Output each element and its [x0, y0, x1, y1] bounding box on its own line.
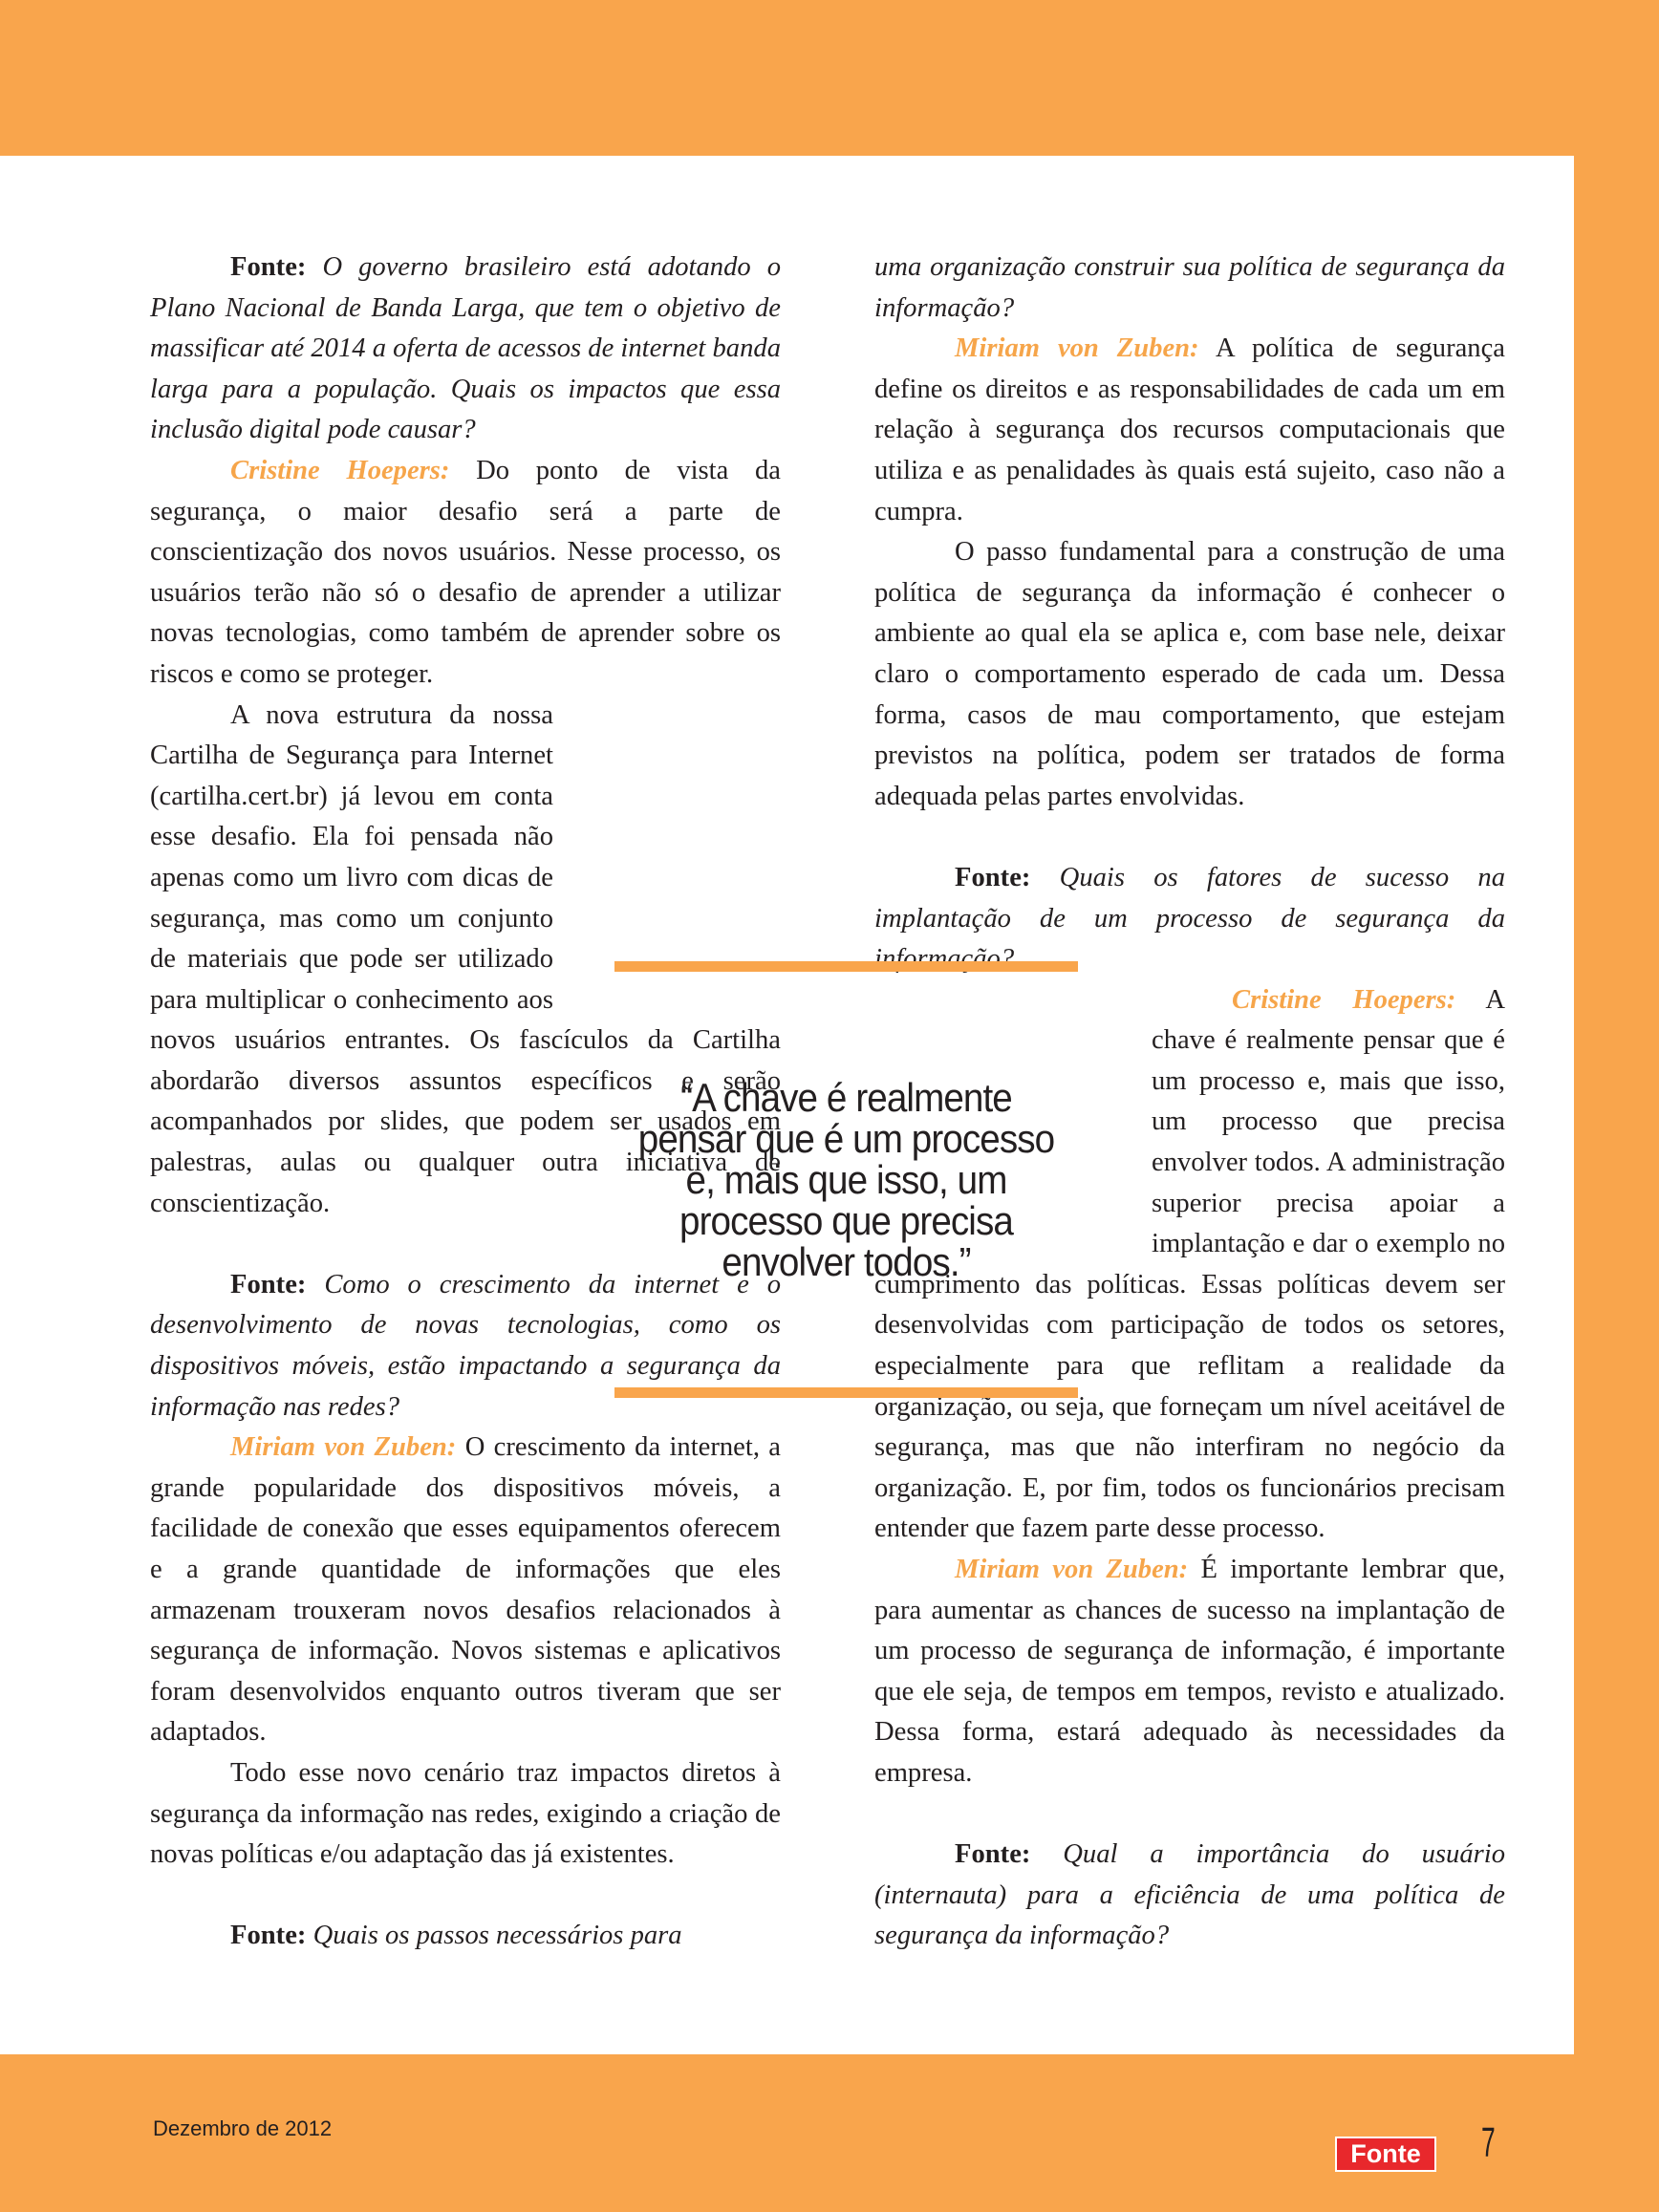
answer-text: A chave é realmente pensar que é um processo e, mais que isso, um processo que precisa envolver todos. A administração superior precisa apoiar a implantação e dar o exemplo no cumprimento das políticas. Essas políticas devem ser desenvolvidas com participação de todos os setores, especialmente para que reflitam a realidade da organização, ou seja, que forneçam um nível aceitável de segurança, mas que não interfiram no negócio da organização. E, por fim, todos os funcionários precisam entender que fazem parte desse processo. [874, 984, 1505, 1544]
answer-paragraph [874, 532, 1505, 817]
answer-text: A nova estrutura da nossa Cartilha de Segurança para Internet (cartilha.cert.br) já levou em conta esse desafio. Ela foi pensada não apenas como um livro com dicas de segurança, mas como um conjunto de materiais que pode ser utilizado para multiplicar o conhecimento aos novos usuários entrantes. Os fascículos da Cartilha abordarão diversos assuntos específicos e serão acompanhados por slides, que podem ser usados em palestras, aulas ou qualquer outra iniciativa de conscientização. [150, 699, 781, 1218]
answer-paragraph [150, 451, 781, 696]
page-body [0, 156, 1574, 2054]
answer-paragraph [150, 1753, 781, 1876]
answer-text: Todo esse novo cenário traz impactos diretos à segurança da informação nas redes, exigindo a criação de novas políticas e/ou adaptação das já existentes. [150, 1757, 781, 1870]
question-text: uma organização construir sua política de segurança da informação? [874, 252, 1505, 323]
question-paragraph [150, 247, 781, 451]
page-number: 7 [1481, 2119, 1496, 2166]
speaker-name: Miriam von Zuben: [955, 333, 1199, 364]
answer-text: A política de segurança define os direitos e as responsabilidades de cada um em relação à segurança dos recursos computacionais que utiliza e as penalidades às quais está sujeito, caso não a cumpra. [874, 333, 1505, 526]
answer-paragraph [150, 1428, 781, 1753]
question-text: Qual a importância do usuário (internauta) para a eficiência de uma política de segurança da informação? [874, 1839, 1505, 1951]
question-paragraph [874, 247, 1505, 329]
answer-paragraph [874, 329, 1505, 532]
question-text: Como o crescimento da internet e o desenvolvimento de novas tecnologias, como os dispositivos móveis, estão impactando a segurança da informação nas redes? [150, 1269, 781, 1422]
question-label: Fonte: [955, 862, 1031, 892]
speaker-name: Miriam von Zuben: [230, 1432, 457, 1463]
pull-quote-spacer [553, 696, 781, 998]
question-text: Quais os passos necessários para [312, 1921, 682, 1951]
question-paragraph [874, 1835, 1505, 1957]
answer-paragraph [874, 1550, 1505, 1794]
answer-text: O passo fundamental para a construção de uma política de segurança da informação é conhecer o ambiente ao qual ela se aplica e, com base nele, deixar claro o comportamento esperado de cada um. Dessa forma, casos de mau comportamento, que estejam previstos na política, podem ser tratados de forma adequada pelas partes envolvidas. [874, 537, 1505, 811]
question-paragraph [150, 1916, 781, 1957]
footer-date: Dezembro de 2012 [153, 2116, 333, 2140]
speaker-name: Cristine Hoepers: [230, 455, 450, 485]
question-label: Fonte: [230, 1921, 307, 1951]
speaker-name: Miriam von Zuben: [955, 1555, 1189, 1584]
question-label: Fonte: [230, 1269, 307, 1299]
answer-text: Do ponto de vista da segurança, o maior desafio será a parte de conscientização dos novos usuários. Nesse processo, os usuários terão não só o desafio de aprender a utilizar novas tecnologias, como também de aprender sobre os riscos e como se proteger. [150, 455, 781, 689]
fonte-logo: Fonte [1335, 2137, 1436, 2172]
question-text: Quais os fatores de sucesso na implantação de um processo de segurança da informação? [874, 862, 1505, 975]
speaker-name: Cristine Hoepers: [1232, 984, 1456, 1015]
question-text: O governo brasileiro está adotando o Plano Nacional de Banda Larga, que tem o objetivo de massificar até 2014 a oferta de acessos de internet banda larga para a população. Quais os impactos que essa inclusão digital pode causar? [150, 252, 781, 445]
question-label: Fonte: [230, 252, 307, 282]
pull-quote-text: “A chave é realmente pensar que é um processo e, mais que isso, um processo que precisa envolver todos.” [637, 1075, 1055, 1284]
question-label: Fonte: [955, 1839, 1031, 1870]
pull-quote [614, 961, 1078, 1398]
answer-text: É importante lembrar que, para aumentar as chances de sucesso na implantação de um processo de segurança de informação, é importante que ele seja, de tempos em tempos, revisto e atualizado. Dessa forma, estará adequado às necessidades da empresa. [874, 1555, 1505, 1788]
answer-text: O crescimento da internet, a grande popularidade dos dispositivos móveis, a facilidade de conexão que esses equipamentos oferecem e a grande quantidade de informações que eles armazenam trouxeram novos desafios relacionados à segurança de informação. Novos sistemas e aplicativos foram desenvolvidos enquanto outros tiveram que ser adaptados. [150, 1432, 781, 1748]
